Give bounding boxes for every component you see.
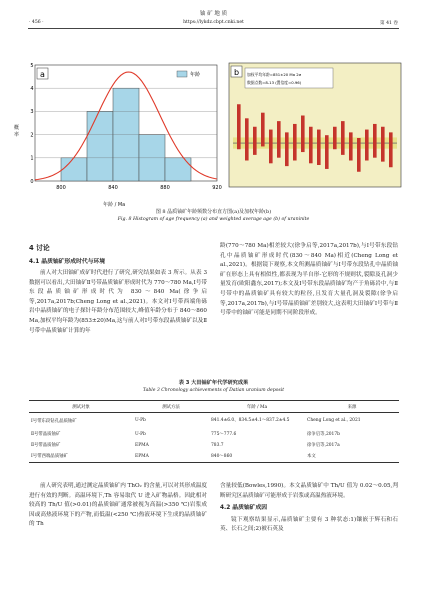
age-error-bar bbox=[317, 130, 321, 165]
age-error-bar bbox=[261, 113, 265, 147]
volume-label: 第 41 卷 bbox=[380, 21, 398, 26]
weighted-average-chart bbox=[229, 63, 401, 187]
table-cell: 840～860 bbox=[211, 454, 233, 459]
age-error-bar bbox=[381, 127, 385, 162]
figure-caption-cn: 图 8 晶质铀矿年龄频数分布直方图(a)及加权年龄(b) bbox=[155, 209, 272, 215]
age-error-bar bbox=[389, 132, 393, 167]
table-cell: EPMA bbox=[135, 453, 149, 459]
paragraph-right-1: 龄(770～780 Ma)相差较大(徐争启等,2017a,2017b),与Ⅰ号带东段钻孔中晶质铀矿形成时代(830～840 Ma)相近(Cheng Long et al.,2021)。根据镜下观察,本文所测晶质铀矿与Ⅰ号带东段钻孔中晶质铀矿在形态上具有相似性,都表现为半自形-它形的不规则状,裂隙及孔洞少量发育(欧阳鑫东,2017);本文及Ⅰ号带东段晶质铀矿均产于角砾岩中,与Ⅱ号带中的晶质铀矿具有较大的粒径,且发育大量孔洞及裂隙(徐争启等,2017a,2017b),与Ⅰ号带晶质铀矿差别较大,这表明大田铀矿Ⅰ号带与Ⅱ号带中的铀矿可能是同期不同阶段形成。 bbox=[220, 243, 398, 317]
y-tick-label: 2 bbox=[30, 132, 34, 139]
subsection-heading-4-1: 4.1 晶质铀矿形成时代与环境 bbox=[29, 259, 106, 265]
legend-label: 年龄 bbox=[190, 72, 201, 78]
table-row bbox=[29, 413, 399, 429]
age-error-bar bbox=[245, 118, 249, 160]
y-tick-label: 5 bbox=[30, 62, 34, 69]
age-error-bar bbox=[301, 116, 305, 153]
age-error-bar bbox=[253, 127, 257, 155]
table-row bbox=[29, 451, 399, 463]
x-tick-label: 920 bbox=[212, 185, 222, 191]
x-tick-label: 840 bbox=[108, 185, 118, 191]
age-error-bar bbox=[357, 138, 361, 172]
table-cell: Ⅱ号带晶质铀矿 bbox=[31, 443, 61, 448]
panel-b-legend-box bbox=[245, 68, 333, 88]
table-header-age: 年龄 / Ma bbox=[246, 404, 268, 410]
left-column-paragraph bbox=[29, 269, 207, 336]
table-row bbox=[29, 429, 399, 440]
table-cell: 841.4±6.0、834.5±4.1～837.2±4.5 bbox=[211, 417, 290, 423]
table-cell: Ⅰ号带东段钻孔晶质铀矿 bbox=[31, 418, 77, 424]
panel-a-label: a bbox=[40, 70, 45, 79]
table-header-source: 来源 bbox=[347, 404, 357, 410]
histogram-bar bbox=[61, 158, 87, 181]
subsection-heading-4-2: 4.2 晶质铀矿成因 bbox=[220, 505, 268, 512]
age-error-bar bbox=[325, 135, 329, 169]
figure-caption-en: Fig. 8 Histogram of age frequency (a) and weighted average age (b) of uraninite bbox=[117, 217, 310, 222]
table-row bbox=[29, 440, 399, 451]
paragraph-bottom-right-2: 镜下观察结果显示,晶质铀矿主要有 3 种状态:1)镶嵌于辉石和石英、长石之间;2)被石英及 bbox=[220, 516, 398, 533]
age-error-bar bbox=[293, 124, 297, 161]
table-cell: 775～777.6 bbox=[211, 432, 237, 437]
histogram-chart bbox=[30, 63, 220, 201]
x-tick-label: 800 bbox=[56, 185, 66, 191]
y-tick-label: 0 bbox=[30, 178, 34, 185]
table-cell: 本文 bbox=[307, 454, 316, 459]
age-error-bar bbox=[285, 132, 289, 166]
y-tick-label: 4 bbox=[30, 86, 34, 92]
x-axis-label: 年龄 / Ma bbox=[103, 202, 126, 208]
table-title-cn: 表 3 大田铀矿年代学研究成果 bbox=[178, 380, 249, 386]
histogram-bar bbox=[87, 111, 113, 181]
age-error-bar bbox=[373, 124, 377, 158]
x-tick-label: 880 bbox=[160, 185, 170, 191]
y-axis-label: 概率 bbox=[14, 125, 20, 138]
y-tick-label: 1 bbox=[30, 155, 34, 162]
table-title-en: Table 3 Chronology achievements of Datian uranium deposit bbox=[142, 388, 285, 393]
table-cell: Ⅰ号带西端晶质铀矿 bbox=[31, 454, 68, 459]
right-column-paragraph bbox=[220, 242, 398, 319]
table-cell: 783.7 bbox=[211, 442, 224, 448]
age-error-bar bbox=[349, 132, 353, 160]
table-cell: 徐争启等,2017b bbox=[307, 432, 340, 437]
table-header-row bbox=[29, 401, 399, 413]
table-header-object: 测试对象 bbox=[72, 404, 90, 410]
table-cell: EPMA bbox=[135, 442, 149, 448]
age-error-bar bbox=[333, 127, 337, 150]
table-cell: Cheng Long et al., 2021 bbox=[307, 418, 361, 424]
table-cell: Ⅱ号带晶质铀矿 bbox=[31, 432, 61, 437]
table-cell: U-Pb bbox=[135, 418, 146, 424]
page-number: · 456 · bbox=[29, 20, 44, 25]
y-tick-label: 3 bbox=[30, 109, 34, 116]
age-error-bar bbox=[309, 127, 313, 164]
table-cell: 徐争启等,2017a bbox=[307, 443, 340, 448]
table-header-method: 测试方法 bbox=[162, 404, 180, 410]
histogram-bar bbox=[165, 158, 191, 181]
panel-b-legend-line1: 加权平均年龄=851±20 Ma 2σ bbox=[247, 72, 302, 77]
age-error-bar bbox=[365, 130, 369, 161]
panel-b-label: b bbox=[233, 68, 240, 77]
age-error-bar bbox=[277, 121, 281, 158]
age-error-bar bbox=[341, 121, 345, 155]
journal-title: 铀 矿 地 质 bbox=[199, 11, 228, 17]
age-error-bar bbox=[269, 130, 273, 164]
paragraph-bottom-left: 前人研究表明,通过测定晶质铀矿内 ThO₂ 的含量,可以对其形成温度进行有效的判断。高温环境下,Th 容易取代 U 进入矿物晶格。因此相对较高的 Th/U 值(>0.01)的晶质铀矿通常被视为高温(>350 ℃)岩浆成因或高热液环境下的产物,而低温(<250 ℃)热液环境下生成的晶质铀矿的 Th bbox=[29, 483, 207, 528]
bottom-right-column bbox=[220, 482, 398, 535]
paragraph-bottom-right-1: 含量较低(Bowles,1990)。本文晶质铀矿中 Th/U 值为 0.02～0.05,判断研究区晶质铀矿可能形成于岩浆或高温热液环境。 bbox=[220, 483, 398, 499]
journal-url[interactable]: https://lykdz.cbpt.cnki.net bbox=[183, 20, 244, 25]
header-rule bbox=[28, 28, 399, 29]
paragraph-left-1: 前人对大田铀矿成矿时代进行了研究,研究结果如表 3 所示。从表 3 数据可以看出,大田铀矿Ⅱ号带晶质铀矿形成时代为 770～780 Ma,Ⅰ号带东段晶质铀矿形成时代为 830～840 Ma(徐争启等,2017a,2017b;Cheng Long et al.,2021)。本文对Ⅰ号带西端角砾岩中晶质铀矿的电子探针年龄分布范围较大,峰值年龄分布于 840～860 Ma,加权平均年龄为(853±20)Ma,这与前人对Ⅰ号带东段晶质铀矿以及Ⅱ号带中晶质铀矿计算的年 bbox=[29, 270, 207, 334]
panel-b-legend-line2: 数据点数=8-13 (置信度=0.96) bbox=[247, 80, 302, 85]
section-heading-discussion: 4 讨论 bbox=[29, 244, 50, 252]
legend-swatch bbox=[177, 71, 187, 77]
chronology-table bbox=[29, 400, 399, 463]
age-error-bar bbox=[237, 104, 241, 149]
bottom-left-column bbox=[29, 482, 207, 530]
table-cell: U-Pb bbox=[135, 431, 146, 437]
